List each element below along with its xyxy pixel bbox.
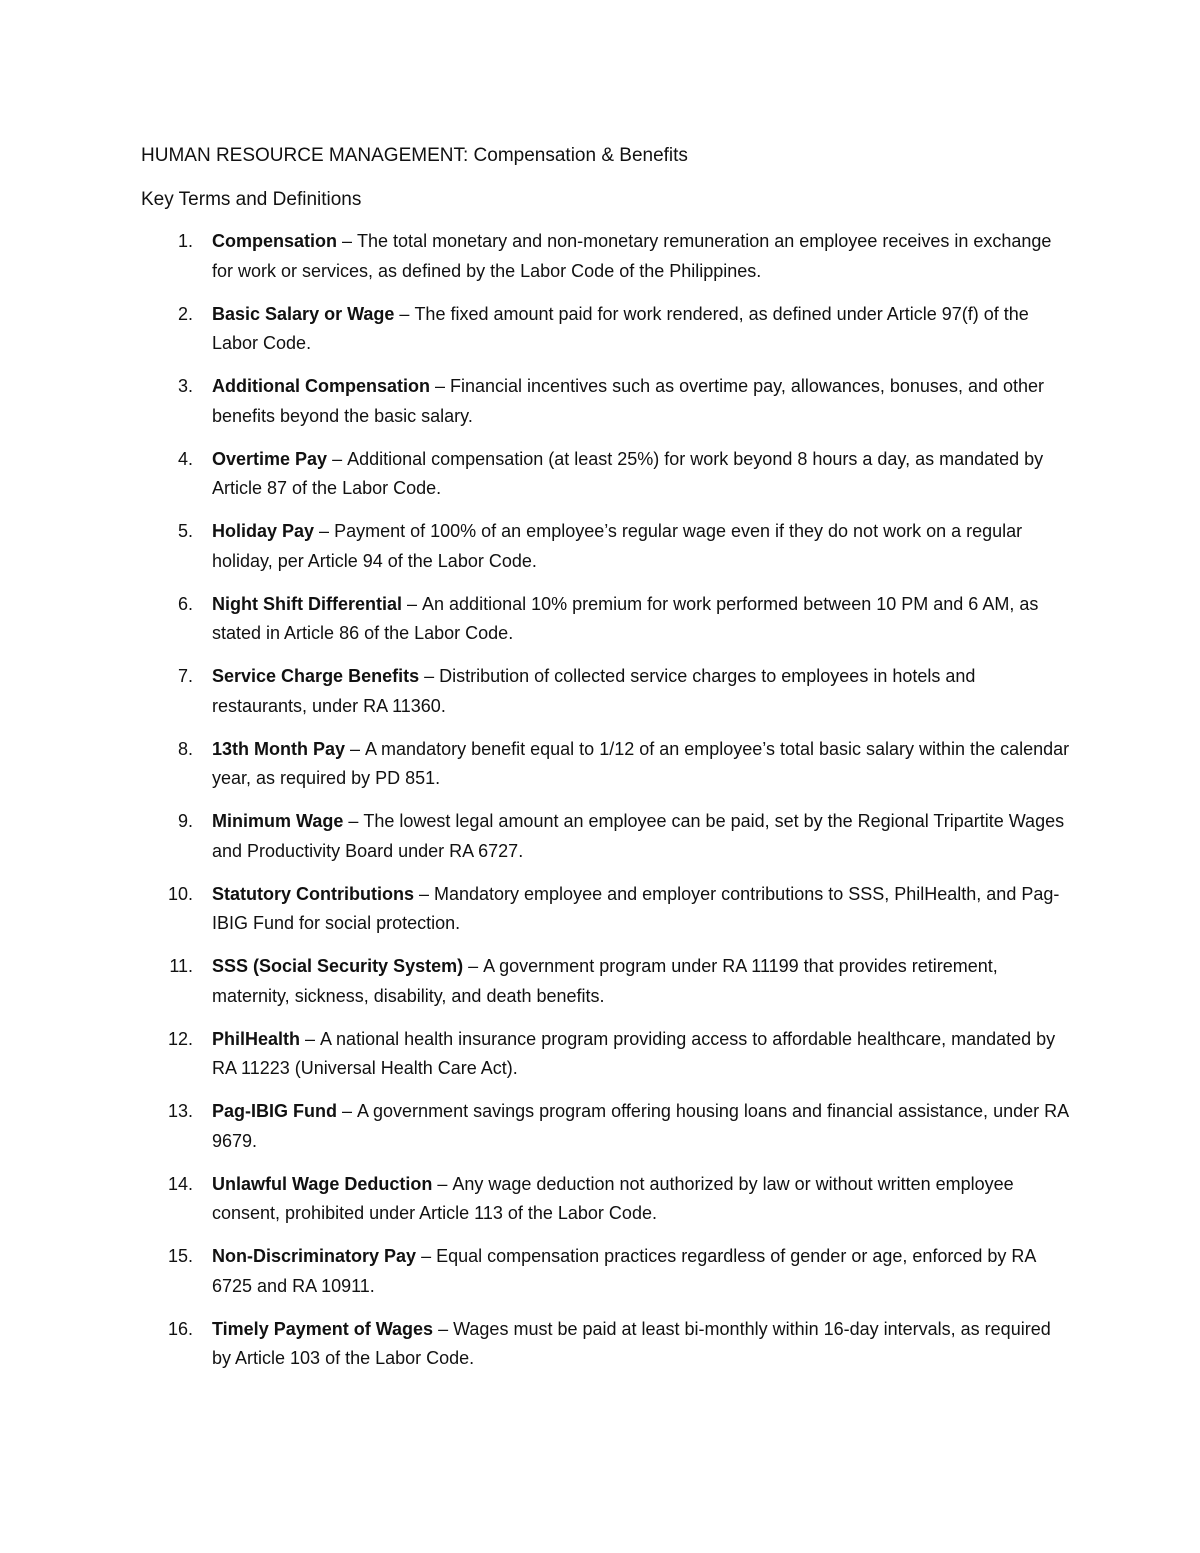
section-heading: Key Terms and Definitions bbox=[141, 189, 362, 210]
term-definition: Wages must be paid at least bi-monthly within 16-day intervals, as required by Article 103 of the Labor Code. bbox=[212, 1318, 1051, 1368]
list-item bbox=[141, 1025, 1071, 1098]
list-item bbox=[141, 300, 1071, 373]
term-definition: Mandatory employee and employer contributions to SSS, PhilHealth, and Pag-IBIG Fund for social protection. bbox=[212, 883, 1060, 933]
term-name: PhilHealth bbox=[212, 1028, 301, 1049]
list-item bbox=[141, 1097, 1071, 1170]
list-item bbox=[141, 880, 1071, 953]
term-definition: Payment of 100% of an employee’s regular wage even if they do not work on a regular holiday, per Article 94 of the Labor Code. bbox=[212, 521, 1023, 571]
list-item bbox=[141, 662, 1071, 735]
term-definition: The total monetary and non-monetary remuneration an employee receives in exchange for work or services, as defined by the Labor Code of the Philippines. bbox=[212, 231, 1052, 281]
terms-list bbox=[141, 227, 1071, 1387]
term-name: Compensation bbox=[212, 231, 338, 251]
term-definition: Distribution of collected service charges to employees in hotels and restaurants, under RA 11360. bbox=[212, 666, 976, 716]
term-definition: Equal compensation practices regardless of gender or age, enforced by RA 6725 and RA 10911. bbox=[212, 1246, 1036, 1296]
term-separator: – bbox=[348, 811, 359, 831]
term-name: Unlawful Wage Deduction bbox=[212, 1173, 433, 1194]
term-name: Statutory Contributions bbox=[212, 883, 414, 904]
term-definition: Financial incentives such as overtime pay, allowances, bonuses, and other benefits beyond the basic salary. bbox=[212, 376, 1045, 426]
term-separator: – bbox=[424, 666, 435, 686]
term-name: Basic Salary or Wage bbox=[212, 303, 395, 324]
list-number: 15. bbox=[167, 1246, 193, 1266]
list-number: 10. bbox=[167, 883, 193, 904]
term-definition: The lowest legal amount an employee can be paid, set by the Regional Tripartite Wages and Productivity Board under RA 6727. bbox=[212, 811, 1065, 861]
term-separator: – bbox=[305, 1028, 316, 1049]
term-separator: – bbox=[418, 883, 429, 904]
term-definition: A mandatory benefit equal to 1/12 of an employee’s total basic salary within the calendar year, as required by PD 851. bbox=[212, 738, 1070, 788]
list-item bbox=[141, 445, 1071, 518]
list-item bbox=[141, 807, 1071, 880]
list-item bbox=[141, 952, 1071, 1025]
list-number: 2. bbox=[177, 303, 193, 324]
list-item bbox=[141, 227, 1071, 300]
term-definition: The fixed amount paid for work rendered, as defined under Article 97(f) of the Labor Code. bbox=[212, 303, 1029, 353]
list-number: 11. bbox=[169, 956, 193, 976]
list-number: 7. bbox=[177, 666, 193, 686]
list-number: 16. bbox=[167, 1318, 193, 1339]
list-item bbox=[141, 1315, 1071, 1388]
term-name: Pag-IBIG Fund bbox=[212, 1101, 337, 1121]
list-number: 8. bbox=[177, 738, 193, 759]
list-item bbox=[141, 1242, 1071, 1315]
list-item bbox=[141, 735, 1071, 808]
term-separator: – bbox=[319, 521, 330, 541]
term-name: Overtime Pay bbox=[212, 448, 328, 469]
term-definition: A national health insurance program providing access to affordable healthcare, mandated by RA 11223 (Universal Health Care Act). bbox=[212, 1028, 1056, 1078]
term-separator: – bbox=[407, 593, 418, 614]
term-name: Non-Discriminatory Pay bbox=[212, 1246, 417, 1266]
list-number: 3. bbox=[177, 376, 193, 396]
term-name: Timely Payment of Wages bbox=[212, 1318, 434, 1339]
term-separator: – bbox=[468, 956, 479, 976]
list-number: 12. bbox=[167, 1028, 193, 1049]
term-separator: – bbox=[399, 303, 410, 324]
term-name: Holiday Pay bbox=[212, 521, 315, 541]
term-definition: Any wage deduction not authorized by law or without written employee consent, prohibited under Article 113 of the Labor Code. bbox=[212, 1173, 1014, 1223]
list-item bbox=[141, 590, 1071, 663]
term-name: SSS (Social Security System) bbox=[212, 956, 464, 976]
term-separator: – bbox=[437, 1173, 448, 1194]
list-number: 14. bbox=[167, 1173, 193, 1194]
term-separator: – bbox=[421, 1246, 432, 1266]
term-definition: A government savings program offering housing loans and financial assistance, under RA 9679. bbox=[212, 1101, 1069, 1151]
list-number: 4. bbox=[177, 448, 193, 469]
term-separator: – bbox=[435, 376, 446, 396]
term-separator: – bbox=[438, 1318, 449, 1339]
list-number: 9. bbox=[177, 811, 193, 831]
term-definition: Additional compensation (at least 25%) for work beyond 8 hours a day, as mandated by Article 87 of the Labor Code. bbox=[212, 448, 1044, 498]
list-number: 13. bbox=[167, 1101, 193, 1121]
term-separator: – bbox=[342, 1101, 353, 1121]
list-item bbox=[141, 517, 1071, 590]
term-separator: – bbox=[350, 738, 361, 759]
list-item bbox=[141, 1170, 1071, 1243]
term-name: Minimum Wage bbox=[212, 811, 344, 831]
document-title: HUMAN RESOURCE MANAGEMENT: Compensation & Benefits bbox=[141, 145, 688, 166]
term-name: 13th Month Pay bbox=[212, 738, 346, 759]
list-number: 6. bbox=[177, 593, 193, 614]
term-name: Additional Compensation bbox=[212, 376, 430, 396]
list-number: 1. bbox=[177, 231, 193, 251]
term-name: Service Charge Benefits bbox=[212, 666, 420, 686]
term-separator: – bbox=[332, 448, 343, 469]
list-number: 5. bbox=[177, 521, 193, 541]
term-separator: – bbox=[342, 231, 353, 251]
list-item bbox=[141, 372, 1071, 445]
term-definition: An additional 10% premium for work performed between 10 PM and 6 AM, as stated in Article 86 of the Labor Code. bbox=[212, 593, 1039, 643]
term-name: Night Shift Differential bbox=[212, 593, 402, 614]
term-definition: A government program under RA 11199 that provides retirement, maternity, sickness, disability, and death benefits. bbox=[212, 956, 998, 1006]
